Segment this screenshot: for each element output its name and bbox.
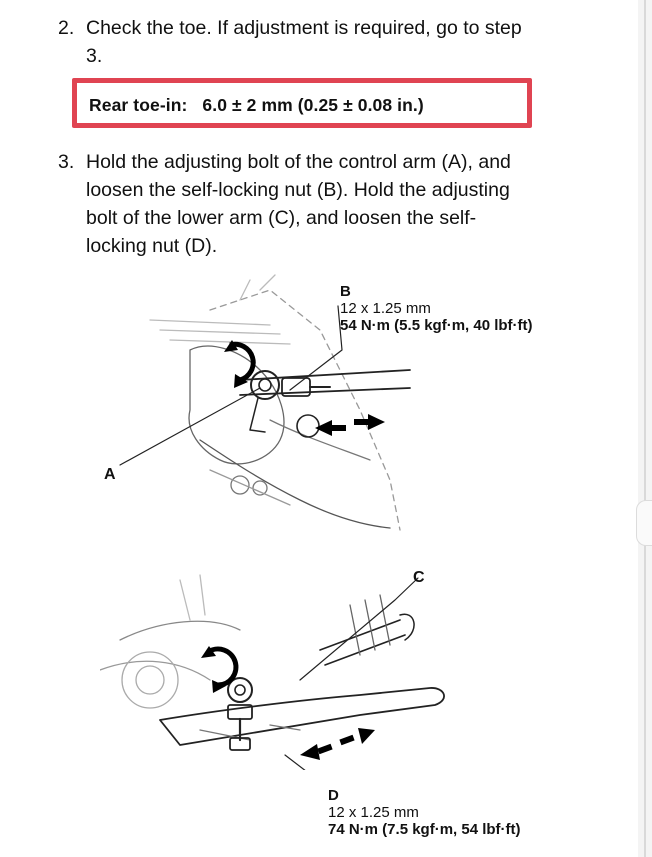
step-2-number: 2.	[58, 17, 75, 39]
callout-d-torque: 74 N·m (7.5 kgf·m, 54 lbf·ft)	[328, 821, 521, 838]
callout-b-letter: B	[340, 283, 351, 300]
callout-c-letter: C	[413, 569, 425, 586]
callout-d-letter: D	[328, 787, 339, 804]
step-2-line-1: Check the toe. If adjustment is required, go to step	[86, 17, 522, 39]
page-edge-line	[644, 0, 646, 857]
step-3-line-4: locking nut (D).	[86, 235, 218, 257]
callout-a	[104, 466, 116, 483]
callout-b-torque: 54 N·m (5.5 kgf·m, 40 lbf·ft)	[340, 317, 533, 334]
callout-a-letter: A	[104, 466, 116, 483]
spec-value: 6.0 ± 2 mm (0.25 ± 0.08 in.)	[202, 95, 424, 115]
side-scroll-tab[interactable]	[636, 500, 652, 546]
lower-arm-illustration	[100, 560, 480, 770]
callout-d-size: 12 x 1.25 mm	[328, 804, 419, 821]
rear-toe-in-spec	[89, 95, 424, 116]
step-3-line-3: bolt of the lower arm (C), and loosen the self-	[86, 207, 477, 229]
rotation-arrow-icon	[224, 340, 253, 388]
step-3-number: 3.	[58, 151, 75, 173]
loosen-direction-arrow-icon	[315, 414, 385, 436]
rotation-arrow-icon	[201, 646, 236, 693]
callout-c	[413, 569, 425, 586]
callout-b-size: 12 x 1.25 mm	[340, 300, 431, 317]
callout-b	[340, 283, 533, 334]
step-2-text	[86, 14, 626, 70]
step-3-line-1: Hold the adjusting bolt of the control arm (A), and	[86, 151, 511, 173]
spec-label: Rear toe-in:	[89, 95, 188, 115]
loosen-direction-arrow-icon	[300, 728, 375, 760]
rear-toe-in-spec-highlight	[72, 78, 532, 128]
callout-d	[328, 787, 521, 838]
step-2-line-2: 3.	[86, 45, 103, 67]
step-3-line-2: loosen the self-locking nut (B). Hold the adjusting	[86, 179, 510, 201]
step-3-text	[86, 148, 626, 260]
